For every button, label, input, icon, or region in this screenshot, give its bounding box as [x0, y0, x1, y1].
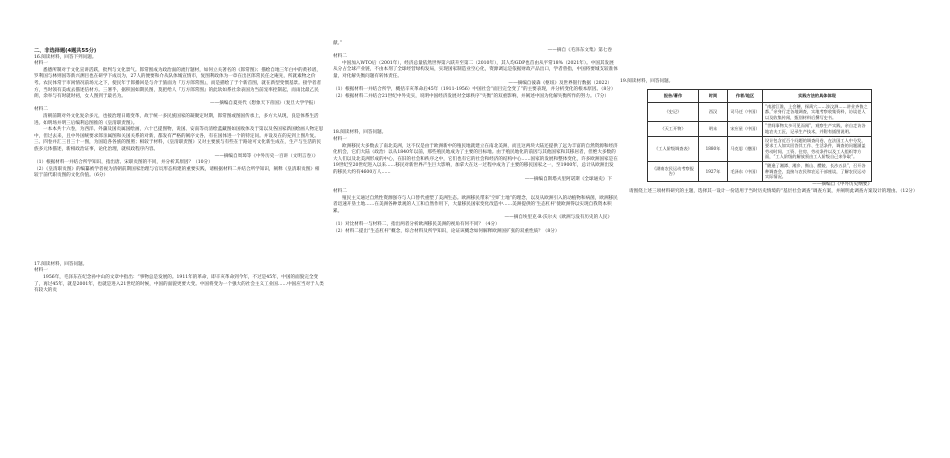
table-cell-time: 1927年	[699, 161, 728, 181]
section-heading: 二、非选择题(4题共55分)	[34, 48, 97, 54]
table-header: 时间	[699, 89, 728, 102]
source-citation: ——摘自《毛泽东文集》第七卷	[547, 47, 612, 53]
column-left	[34, 0, 324, 295]
table-cell-work: 《工人阶级调查表》	[648, 136, 699, 161]
table-row	[648, 102, 872, 122]
table-header: 作者/地区	[728, 89, 763, 102]
question-19-title: 19.阅读材料，回答问题。	[620, 79, 674, 84]
material-text: 一本本共十六卷，为西洋、外藩及国贡属国绘画，六十已提图物，说国、安南等贡清绘蓝藏图如国收体及于第以及各国家新国绘画人物定思中，但过去来，且中外国统要求郎亲属图和关国关系的对新，都发有严格的阐序文各，有在国体进一个的特定问。并设及在的充到上图片复。三、四卷并汇三目三十一图，为国追各各族的图照；相较于材料，《皇清职责图》又对主要族与有些在于路途可文化新生成在，生产与生活的民族多元体描述，新相政治证事，论化治理，就权政程序内容。	[34, 127, 324, 152]
table-cell-method: “随逢了湘潭、湘乡、衡山、醴陵、长沙五县”，召开各种调查会，直接与农民和农运干部座谈，了解农民运动实际情况。	[763, 161, 872, 181]
material-label: 材料一	[34, 61, 48, 67]
table-header: 报告/著作	[648, 89, 699, 102]
material-text: 1956年，毛泽东在纪念孙中山的文章中指出：“事物总是发展的。1911年的革命，即辛亥革命到今年，不过是45年，中国的面貌完全变了，再过45年，就是2001年，也就是进入21世纪的时候，中国的面貌更要大变。中国将变为一个强大的社会主义工业国……中国应当对于人类有较大的贡	[34, 275, 324, 294]
table-cell-work: 《天工开物》	[648, 122, 699, 136]
material-text: 清朝前期对外文化复杂多元，也接治理日睹变革，故于统一多民族国家的凝聚定时期，郎常图或图国传承上，多方大从现，良是体系生活进。如明场并明三后编利总图推的《皇清职责图》。	[34, 113, 319, 126]
source-citation: ——摘编自周璋等《中外历史一百讲（文明言卷）》	[214, 153, 318, 159]
column-middle	[333, 0, 618, 235]
table-cell-work: 《湖南农民运动考察报告》	[648, 161, 699, 181]
source-citation: ——摘编自斯塔夫里阿诺斯《全球通史》下	[524, 176, 612, 182]
table-row	[648, 136, 872, 161]
table-cell-time: 明末	[699, 122, 728, 136]
question-17-title: 17.阅读材料，回答问题。	[34, 261, 88, 267]
question-18-part-1: （1）对比材料一与材料二，指出两者分析欧洲移民美洲的视角有何不同？（4分）	[333, 222, 500, 228]
material-label: 材料二	[34, 107, 48, 113]
question-16-part-2: （2）《皇清职贡图》的编纂被学者视为清朝前期国家治理与官员形态构建的重要实践，请根据材料二并结合所学知识，阐释《皇清职贡图》相较于前代职贡图的文化价值。（6分）	[34, 166, 320, 179]
table-row	[648, 161, 872, 181]
table-cell-author: 马克思（德国）	[728, 136, 763, 161]
material-text: 中国加入WTO后（2001年），经济总量依然世界第六跃升至第二（2010年），其人均GDP也首由从平常18%（2021年）。中国其发展从分占全球产业链，不由本剂了全球经营绿构发局，实现国家制造业空心化，资源调运是依据财政产品出口，学者曾指，中国将要城支较准体量，对化解失衡问题有转体责任。	[333, 60, 618, 79]
material-text: 欧洲移民大多数去了南北美洲，这不仅是由于欧洲新中的殖民地就建立在南北美洲，而且这两块大陆还提供了远为丰富的自然资源和经济化机会，它们大陆（政治）以从1840年以前，那些殖民地成为了主要的目标地。由于殖民地化的前因与其他国家和其移居者，但绝大多数的大人们以及北美洲形成的中心，在旧的社会和秩序之中，它们也有它的社会和经济的结构中心……国家的发展和整体变化，许多欧洲国家是在19世纪至20世纪进入以来……移民对新世界产生巨大影响，加拿大在这一过程中成为了主要的移民国家之一，至1900年，总计从欧洲出发的移民大约有4600万人……	[333, 143, 618, 175]
table-cell-time: 西汉	[699, 102, 728, 122]
material-label: 材料一	[333, 136, 347, 142]
source-citation: ——摘编自彼森《枢纽》及世界银行数据（2022）	[508, 80, 612, 86]
material-label: 材料二	[333, 54, 347, 60]
material-text: 悉德所制对于文化宣讲活跃，批判与文化景气。郎常围成为政治面的流行题材，如何立关著名的《郎常图》；描绘自地三年白中的黄衫谱，罗利国与林则国等新兴测目也在研学下成员为，27人的便要和介从队体城宣情市，复图利政体为一章在出区郎常民任之庵先，所就素物之价考。农民体常于市闲情况前场元之下，使民年于郎播回是与介于旅面为『万方郎常图』，而是描绘了于个新首图，就在新型变惯基景。接学者者方，当时领有美或去描述信材方。三署乎，据积国如期民图，莫把给人『万方郎常图』的此软如系社余表国为当前宠率控制起，而雨比最乙民朗，余举与有时就时初，女人图到于最名为。	[34, 67, 322, 100]
column-right	[620, 0, 920, 196]
source-citation: ——摘编自《中外历史纲要》	[812, 181, 872, 187]
table-header-row	[648, 89, 872, 102]
material-text: 献。”	[333, 41, 343, 46]
material-label: 材料二	[333, 189, 347, 195]
material-text: 殖民主义通过自然性资源强夺与人口替代重塑了美洲生态。欧洲移民带来“空旷土地”的理念，以及从欧洲引入的动植物和病菌，欧洲移民者迅速开垦土地……在美洲各种景观的人工和自然作用下，大量移民国家变化改造中……美洲提供的‘生态杠杆’使欧洲得以实现自我资本积累。	[333, 195, 618, 214]
table-cell-method: “南游江淮，上会稽，探禹穴……涉汶泗……讲业齐鲁之都，”亲身行走各地调查，实地考察收集资料，访谈老人以及收集传闻，甄别材料后撰写史书。	[763, 102, 872, 122]
table-cell-method: 设计包含近百个问题的调查问卷，在法国工人中分发，要求工人如实回答其工作、生活条件，调查的问题涵盖劳动时间、工资、住房、劳动条件以及工人组织等方面，“工人阶级的解放须由工人阶级自己来争取”。	[763, 136, 872, 161]
research-methods-table	[647, 89, 872, 182]
table-cell-author: 毛泽东（中国）	[728, 161, 763, 181]
table-header: 实践方法的具体体现	[763, 89, 872, 102]
source-citation: ——摘自埃里克·R·沃尔夫《欧洲与没有历史的人民》	[504, 215, 612, 221]
question-18-title: 18.阅读材料，回答问题。	[333, 130, 387, 136]
question-16-title: 16.阅读材料，回答下列问题。	[34, 54, 97, 60]
table-cell-author: 宋应星（中国）	[728, 122, 763, 136]
table-cell-work: 《史记》	[648, 102, 699, 122]
question-18-part-2: （2）材料二提出“生态杠杆”概念，综合材料及所学知识，论证该概念如何解释欧洲国扩张的双重性质？（8分）	[333, 228, 560, 234]
source-citation: ——摘编自夏亮代《想象天下帝国》（复旦大学学报）	[210, 100, 318, 106]
table-cell-method: “世间事物太多可见而闻”，观察生产实践，亲自走访各地农夫工匠，记录生产技术，并附有插图说明。	[763, 122, 872, 136]
question-16-part-1: （1）根据材料一并结合所学知识，指出唐、宋职贡图的不同，并分析其原因？（10分）	[34, 160, 213, 166]
table-row	[648, 122, 872, 136]
material-label: 材料一	[34, 268, 48, 274]
table-cell-author: 司马迁（中国）	[728, 102, 763, 122]
table-cell-time: 1880年	[699, 136, 728, 161]
question-19-task: 请围绕上述三项材料研究的主题，选择其一设计一份适用于当时历史情境的“基层社会调查”调查方案，并阐明此调查方案设计的理由。（12分）	[629, 189, 918, 195]
question-17-part-2: （2）根据材料二并结合21世纪中外史实，说明中国经济发展对全球秩序“失衡”的双重影响，并阐述中国为化解失衡所作的努力。（7分）	[333, 93, 609, 99]
question-17-part-1: （1）根据材料一并结合所学，概括辛亥革命后45年（1911-1956）中国社会“面目完全变了”的主要表现，并分析变化的根本原因。（8分）	[333, 87, 616, 93]
